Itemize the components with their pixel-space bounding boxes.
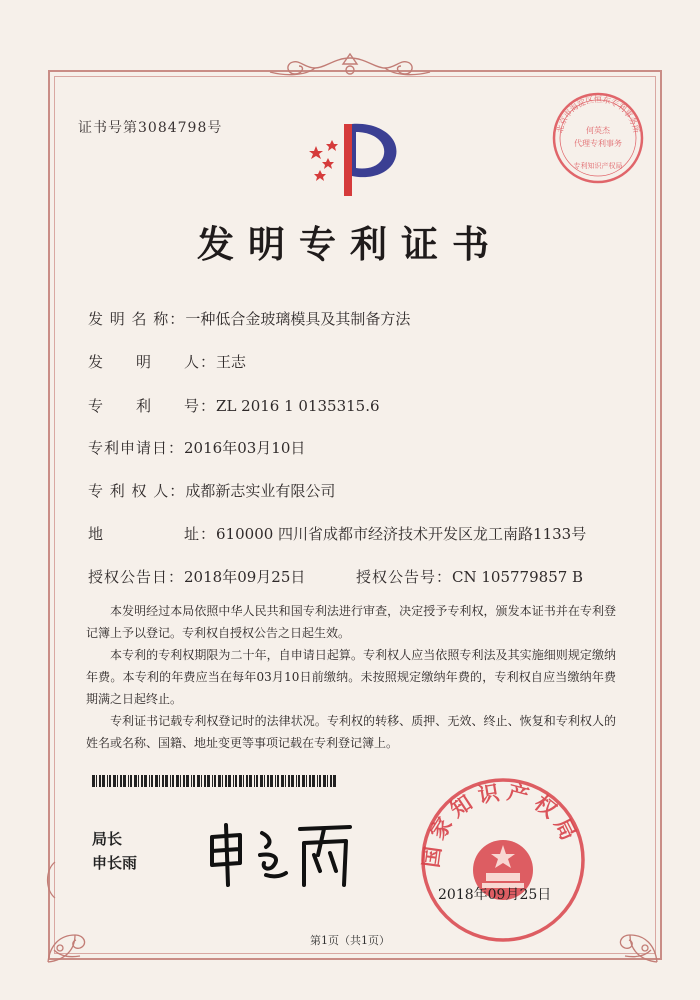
barcode-bar — [275, 775, 276, 787]
barcode-bar — [149, 775, 150, 787]
barcode-bar — [123, 775, 126, 787]
barcode-bar — [204, 775, 206, 787]
barcode-bar — [165, 775, 168, 787]
barcode-bar — [256, 775, 258, 787]
agency-stamp — [548, 88, 648, 188]
barcode-bar — [183, 775, 185, 787]
corner-ornament-bottom-right — [585, 890, 665, 970]
field-value: 610000 四川省成都市经济技术开发区龙工南路1133号 — [216, 525, 587, 543]
body-paragraph: 本专利的专利权期限为二十年，自申请日起算。专利权人应当依照专利法及其实施细则规定缴纳年费。本专利的年费应当在每年03月10日前缴纳。未按照规定缴纳年费的，专利权自应当缴纳年费期满之日起终止。 — [86, 648, 616, 706]
barcode-bar — [96, 775, 97, 787]
field-value: 成都新志实业有限公司 — [185, 482, 336, 500]
field-filing-date — [88, 437, 305, 458]
barcode-bar — [254, 775, 255, 787]
barcode-bar — [120, 775, 122, 787]
field-value: 2018年09月25日 — [184, 568, 306, 586]
barcode-bar — [264, 775, 265, 787]
barcode-bar — [218, 775, 221, 787]
barcode-bar — [107, 775, 108, 787]
barcode-bar — [277, 775, 279, 787]
barcode-bar — [249, 775, 252, 787]
barcode-bar — [141, 775, 143, 787]
barcode — [92, 775, 337, 787]
director-name: 申长雨 — [92, 854, 138, 872]
body-paragraph: 专利证书记载专利权登记时的法律状况。专利权的转移、质押、无效、终止、恢复和专利权人的姓名或名称、国籍、地址变更等事项记载在专利登记簿上。 — [86, 714, 616, 750]
barcode-bar — [99, 775, 101, 787]
field-label: 发 明 名 称： — [88, 310, 186, 328]
page-number: 第1页（共1页） — [310, 934, 390, 947]
field-patentee — [88, 480, 335, 501]
field-label: 授权公告日： — [88, 568, 185, 586]
field-value: CN 105779857 B — [452, 568, 584, 586]
field-label: 专 利 号： — [88, 397, 217, 415]
field-label: 地 址： — [88, 525, 217, 543]
seal-date: 2018年09月25日 — [438, 887, 552, 903]
barcode-bar — [197, 775, 200, 787]
corner-ornament-bottom-left — [40, 890, 120, 970]
barcode-bar — [246, 775, 248, 787]
barcode-bar — [222, 775, 223, 787]
barcode-bar — [138, 775, 139, 787]
barcode-bar — [323, 775, 326, 787]
barcode-bar — [270, 775, 273, 787]
barcode-bar — [207, 775, 210, 787]
barcode-bar — [327, 775, 328, 787]
field-value: 一种低合金玻璃模具及其制备方法 — [185, 310, 411, 328]
barcode-bar — [291, 775, 294, 787]
handwritten-signature — [200, 815, 370, 895]
barcode-bar — [330, 775, 332, 787]
barcode-bar — [233, 775, 234, 787]
barcode-bar — [285, 775, 286, 787]
field-address — [88, 523, 586, 544]
barcode-bar — [317, 775, 318, 787]
barcode-bar — [176, 775, 179, 787]
field-label: 发 明 人： — [88, 353, 217, 371]
barcode-bar — [243, 775, 244, 787]
barcode-bar — [312, 775, 315, 787]
barcode-bar — [172, 775, 174, 787]
field-value: 王志 — [216, 353, 247, 371]
certificate-number: 证书号第3084798号 — [78, 120, 223, 136]
barcode-bar — [117, 775, 118, 787]
barcode-bar — [267, 775, 269, 787]
certificate-title: 发明专利证书 — [197, 222, 503, 266]
svg-text:专利知识产权局: 专利知识产权局 — [573, 162, 623, 170]
barcode-bar — [309, 775, 311, 787]
barcode-bar — [144, 775, 147, 787]
barcode-bar — [191, 775, 192, 787]
field-invention-name — [88, 308, 410, 329]
field-value: ZL 2016 1 0135315.6 — [216, 397, 380, 415]
barcode-bar — [239, 775, 242, 787]
field-label: 授权公告号： — [356, 568, 453, 586]
field-value: 2016年03月10日 — [184, 439, 306, 457]
barcode-bar — [102, 775, 105, 787]
barcode-bar — [228, 775, 231, 787]
body-paragraph: 本发明经过本局依照中华人民共和国专利法进行审查，决定授予专利权，颁发本证书并在专利登记簿上予以登记。专利权自授权公告之日起生效。 — [86, 604, 616, 640]
official-seal — [418, 775, 588, 945]
barcode-bar — [162, 775, 164, 787]
cnipa-logo — [300, 118, 410, 200]
barcode-bar — [159, 775, 160, 787]
barcode-bar — [201, 775, 202, 787]
barcode-bar — [151, 775, 153, 787]
barcode-bar — [170, 775, 171, 787]
barcode-bar — [113, 775, 116, 787]
barcode-bar — [180, 775, 181, 787]
barcode-bar — [155, 775, 158, 787]
top-ornament — [255, 50, 445, 90]
barcode-bar — [130, 775, 132, 787]
barcode-bar — [288, 775, 290, 787]
svg-text:代理专利事务: 代理专利事务 — [574, 139, 622, 148]
barcode-bar — [134, 775, 137, 787]
barcode-bar — [235, 775, 237, 787]
barcode-bar — [212, 775, 213, 787]
barcode-bar — [298, 775, 300, 787]
barcode-bar — [225, 775, 227, 787]
barcode-bar — [319, 775, 321, 787]
barcode-bar — [281, 775, 284, 787]
barcode-bar — [333, 775, 336, 787]
director-title: 局长 — [92, 830, 123, 848]
field-inventor — [88, 351, 246, 372]
barcode-bar — [302, 775, 305, 787]
certificate-body — [86, 600, 616, 754]
barcode-bar — [92, 775, 95, 787]
field-patent-no — [88, 395, 380, 416]
field-grant-date — [88, 566, 305, 587]
barcode-bar — [109, 775, 111, 787]
barcode-bar — [260, 775, 263, 787]
barcode-bar — [186, 775, 189, 787]
svg-text:国家知识产权局: 国家知识产权局 — [418, 779, 584, 870]
barcode-bar — [296, 775, 297, 787]
side-ornament-left — [40, 860, 70, 900]
svg-text:北京市海淀区恒东专利事务所: 北京市海淀区恒东专利事务所 — [555, 94, 641, 135]
barcode-bar — [128, 775, 129, 787]
barcode-bar — [306, 775, 307, 787]
field-label: 专 利 权 人： — [88, 482, 186, 500]
field-grant-no — [356, 566, 583, 587]
svg-text:何英杰: 何英杰 — [586, 126, 610, 135]
barcode-bar — [193, 775, 195, 787]
barcode-bar — [214, 775, 216, 787]
field-label: 专利申请日： — [88, 439, 185, 457]
